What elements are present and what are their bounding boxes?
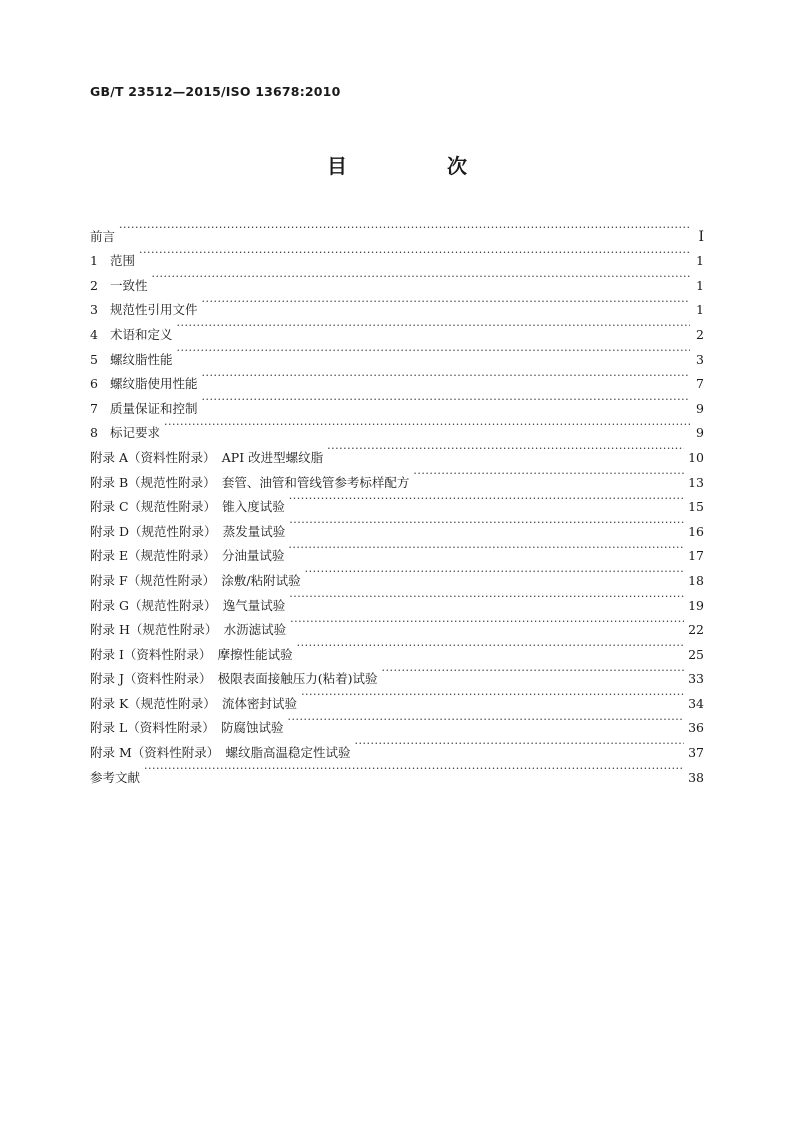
toc-entry-label: 附录 I（资料性附录） 摩擦性能试验	[90, 646, 293, 662]
toc-entry-page: 10	[688, 449, 704, 465]
toc-entry-page: 16	[688, 523, 704, 539]
dot-leader	[202, 388, 690, 413]
dot-leader	[297, 634, 684, 659]
toc-entry-label: 附录 H（规范性附录） 水沥滤试验	[90, 622, 287, 638]
toc-entry-label: 附录 E（规范性附录） 分油量试验	[90, 548, 285, 564]
toc-entry-page: 1	[696, 277, 704, 293]
toc-entry-page: 9	[696, 425, 704, 441]
toc-entry-label	[90, 421, 164, 446]
dot-leader	[177, 314, 690, 339]
toc-entry-page: 25	[688, 646, 704, 662]
toc-entry-page: 1	[696, 253, 704, 269]
toc-entry-page: 18	[688, 572, 704, 588]
toc-entry-label: 前言	[90, 228, 116, 244]
dot-leader	[288, 536, 684, 561]
dot-leader	[305, 560, 684, 585]
toc-entry-page: 17	[688, 548, 704, 564]
toc-entry-4[interactable]	[90, 314, 704, 342]
dot-leader	[290, 610, 684, 635]
toc-entry-title: 一致性	[110, 277, 148, 293]
toc-entry-page: Ⅰ	[698, 228, 704, 245]
toc-entry-number: 2	[90, 277, 98, 293]
toc-entry-page: 15	[688, 499, 704, 515]
toc-entry-page: 19	[688, 597, 704, 613]
toc-entry-number: 7	[90, 400, 98, 416]
dot-leader	[289, 585, 684, 610]
toc-entry-label	[90, 274, 152, 299]
toc-entry-label	[90, 348, 177, 373]
dot-leader	[119, 216, 690, 241]
table-of-contents	[90, 216, 704, 785]
toc-entry-label: 附录 F（规范性附录） 涂敷/粘附试验	[90, 572, 301, 588]
toc-entry-8[interactable]	[90, 413, 704, 441]
toc-entry-2[interactable]	[90, 265, 704, 293]
dot-leader	[289, 487, 684, 512]
toc-entry-page: 34	[688, 695, 704, 711]
toc-entry-label	[90, 372, 202, 397]
toc-entry-label: 附录 G（规范性附录） 逸气量试验	[90, 597, 286, 613]
toc-entry-page: 9	[696, 400, 704, 416]
toc-entry-page: 7	[696, 376, 704, 392]
toc-entry-label: 附录 D（规范性附录） 蒸发量试验	[90, 523, 286, 539]
toc-entry-page: 13	[688, 474, 704, 490]
toc-entry-label: 附录 J（资料性附录） 极限表面接触压力(粘着)试验	[90, 671, 378, 687]
toc-entry-number: 8	[90, 425, 98, 441]
toc-entry-label: 附录 K（规范性附录） 流体密封试验	[90, 695, 298, 711]
toc-entry-foreword[interactable]	[90, 216, 704, 245]
toc-entry-number: 5	[90, 351, 98, 367]
toc-entry-1[interactable]	[90, 241, 704, 269]
toc-entry-title: 范围	[110, 253, 136, 269]
toc-entry-page: 3	[696, 351, 704, 367]
dot-leader	[139, 241, 690, 266]
toc-entry-bibliography[interactable]	[90, 757, 704, 785]
dot-leader	[301, 683, 684, 708]
toc-entry-title: 螺纹脂性能	[110, 351, 173, 367]
toc-entry-label: 附录 B（规范性附录） 套管、油管和管线管参考标样配方	[90, 474, 410, 490]
standard-code: GB/T 23512—2015/ISO 13678:2010	[90, 84, 341, 99]
toc-entry-annex-a[interactable]	[90, 437, 704, 465]
toc-entry-page: 1	[696, 302, 704, 318]
toc-entry-number: 3	[90, 302, 98, 318]
toc-entry-page: 2	[696, 326, 704, 342]
dot-leader	[164, 413, 690, 438]
dot-leader	[202, 364, 690, 389]
toc-entry-title: 标记要求	[110, 425, 161, 441]
dot-leader	[177, 339, 690, 364]
toc-entry-page: 37	[688, 745, 704, 761]
toc-entry-label: 附录 C（规范性附录） 锥入度试验	[90, 499, 285, 515]
dot-leader	[413, 462, 684, 487]
dot-leader	[327, 437, 684, 462]
toc-entry-page: 33	[688, 671, 704, 687]
dot-leader	[202, 290, 690, 315]
toc-entry-6[interactable]	[90, 364, 704, 392]
toc-entry-title: 质量保证和控制	[110, 400, 198, 416]
dot-leader	[355, 732, 685, 757]
page-title: 目 次	[327, 154, 507, 178]
dot-leader	[289, 511, 684, 536]
toc-entry-label: 参考文献	[90, 769, 141, 785]
toc-entry-title: 螺纹脂使用性能	[110, 376, 198, 392]
toc-entry-label: 附录 A（资料性附录） API 改进型螺纹脂	[90, 449, 324, 465]
toc-entry-label: 附录 M（资料性附录） 螺纹脂高温稳定性试验	[90, 745, 351, 761]
toc-entry-title: 术语和定义	[110, 326, 173, 342]
toc-entry-3[interactable]	[90, 290, 704, 318]
dot-leader	[288, 708, 685, 733]
toc-entry-label: 附录 L（资料性附录） 防腐蚀试验	[90, 720, 284, 736]
toc-entry-label	[90, 323, 177, 348]
toc-entry-label	[90, 249, 139, 274]
toc-entry-page: 22	[688, 622, 704, 638]
toc-entry-page: 36	[688, 720, 704, 736]
dot-leader	[144, 757, 684, 782]
toc-entry-title: 规范性引用文件	[110, 302, 198, 318]
toc-entry-number: 1	[90, 253, 98, 269]
dot-leader	[382, 659, 685, 684]
toc-entry-number: 4	[90, 326, 98, 342]
dot-leader	[152, 265, 690, 290]
toc-entry-5[interactable]	[90, 339, 704, 367]
toc-entry-number: 6	[90, 376, 98, 392]
toc-entry-page: 38	[688, 769, 704, 785]
